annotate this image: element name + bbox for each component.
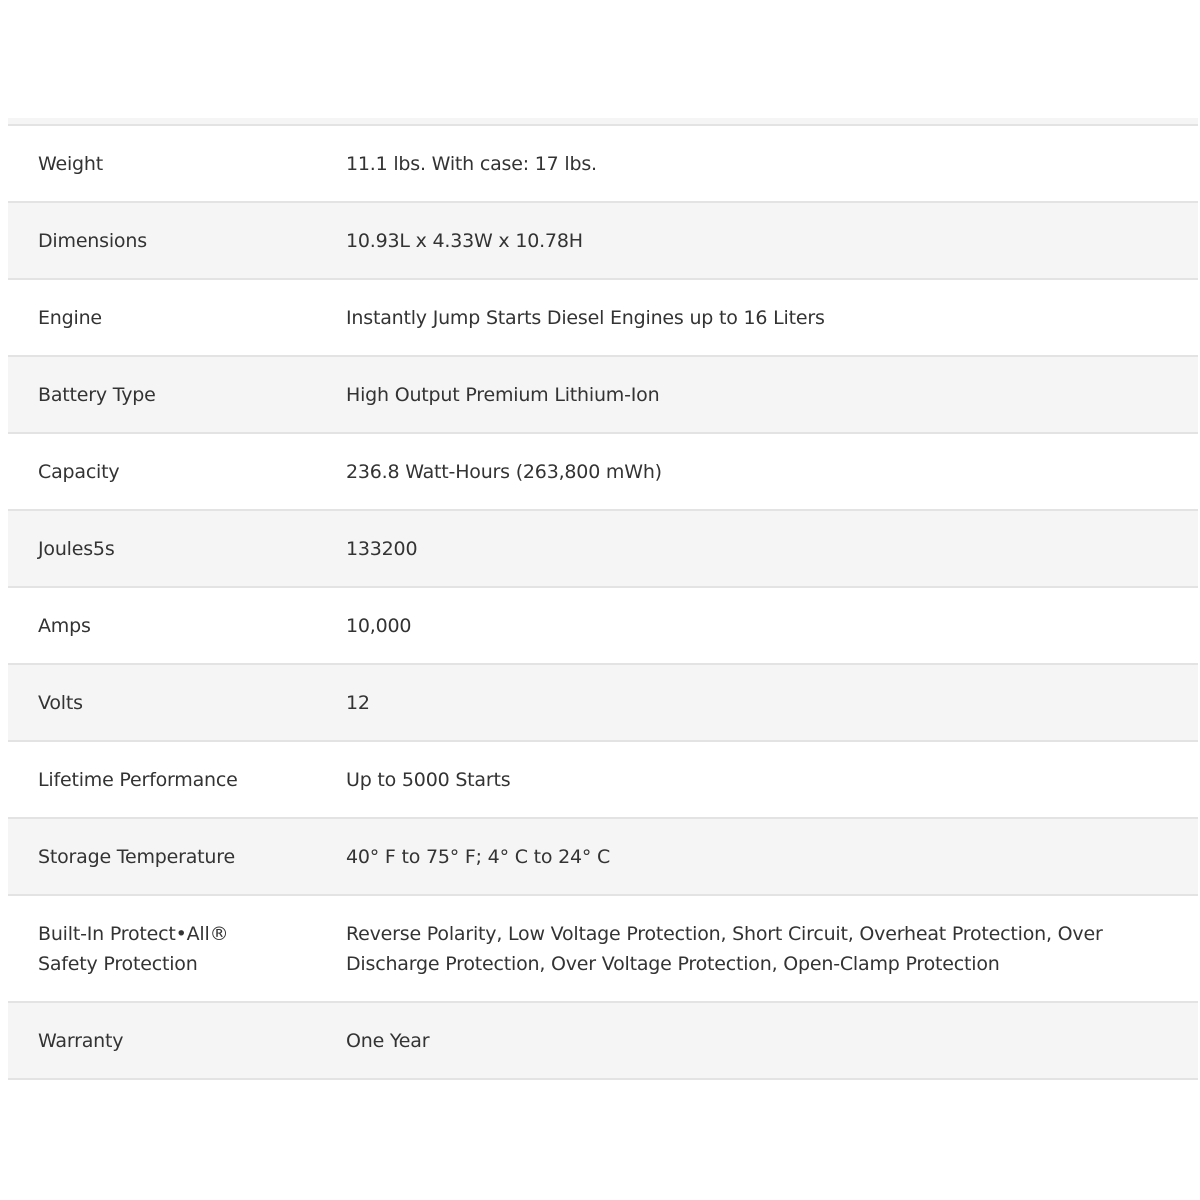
table-top-cap xyxy=(8,118,1198,125)
spec-label-dimensions: Dimensions xyxy=(8,202,316,279)
spec-label-amps: Amps xyxy=(8,587,316,664)
spec-label-capacity: Capacity xyxy=(8,433,316,510)
table-row xyxy=(8,125,1198,202)
table-row xyxy=(8,895,1198,1002)
spec-value-volts: 12 xyxy=(316,664,1198,741)
spec-value-capacity: 236.8 Watt-Hours (263,800 mWh) xyxy=(316,433,1198,510)
spec-label-weight: Weight xyxy=(8,125,316,202)
spec-table xyxy=(8,118,1198,1080)
table-row xyxy=(8,664,1198,741)
table-row xyxy=(8,202,1198,279)
table-row xyxy=(8,433,1198,510)
table-row xyxy=(8,356,1198,433)
spec-value-lifetime-performance: Up to 5000 Starts xyxy=(316,741,1198,818)
spec-label-warranty: Warranty xyxy=(8,1002,316,1079)
table-row xyxy=(8,1002,1198,1079)
spec-label-engine: Engine xyxy=(8,279,316,356)
spec-value-engine: Instantly Jump Starts Diesel Engines up to 16 Liters xyxy=(316,279,1198,356)
table-row xyxy=(8,279,1198,356)
spec-label-safety-protection: Built-In Protect•All® Safety Protection xyxy=(8,895,316,1002)
spec-label-storage-temperature: Storage Temperature xyxy=(8,818,316,895)
spec-value-warranty: One Year xyxy=(316,1002,1198,1079)
spec-value-storage-temperature: 40° F to 75° F; 4° C to 24° C xyxy=(316,818,1198,895)
table-row xyxy=(8,587,1198,664)
table-row xyxy=(8,818,1198,895)
table-row xyxy=(8,741,1198,818)
table-row xyxy=(8,510,1198,587)
spec-value-battery-type: High Output Premium Lithium-Ion xyxy=(316,356,1198,433)
spec-value-joules: 133200 xyxy=(316,510,1198,587)
spec-value-dimensions: 10.93L x 4.33W x 10.78H xyxy=(316,202,1198,279)
spec-label-battery-type: Battery Type xyxy=(8,356,316,433)
spec-label-volts: Volts xyxy=(8,664,316,741)
spec-label-joules: Joules5s xyxy=(8,510,316,587)
spec-value-weight: 11.1 lbs. With case: 17 lbs. xyxy=(316,125,1198,202)
spec-label-lifetime-performance: Lifetime Performance xyxy=(8,741,316,818)
spec-value-amps: 10,000 xyxy=(316,587,1198,664)
spec-value-safety-protection: Reverse Polarity, Low Voltage Protection, Short Circuit, Overheat Protection, Over Discharge Protection, Over Voltage Protection, Open-Clamp Protection xyxy=(316,895,1198,1002)
